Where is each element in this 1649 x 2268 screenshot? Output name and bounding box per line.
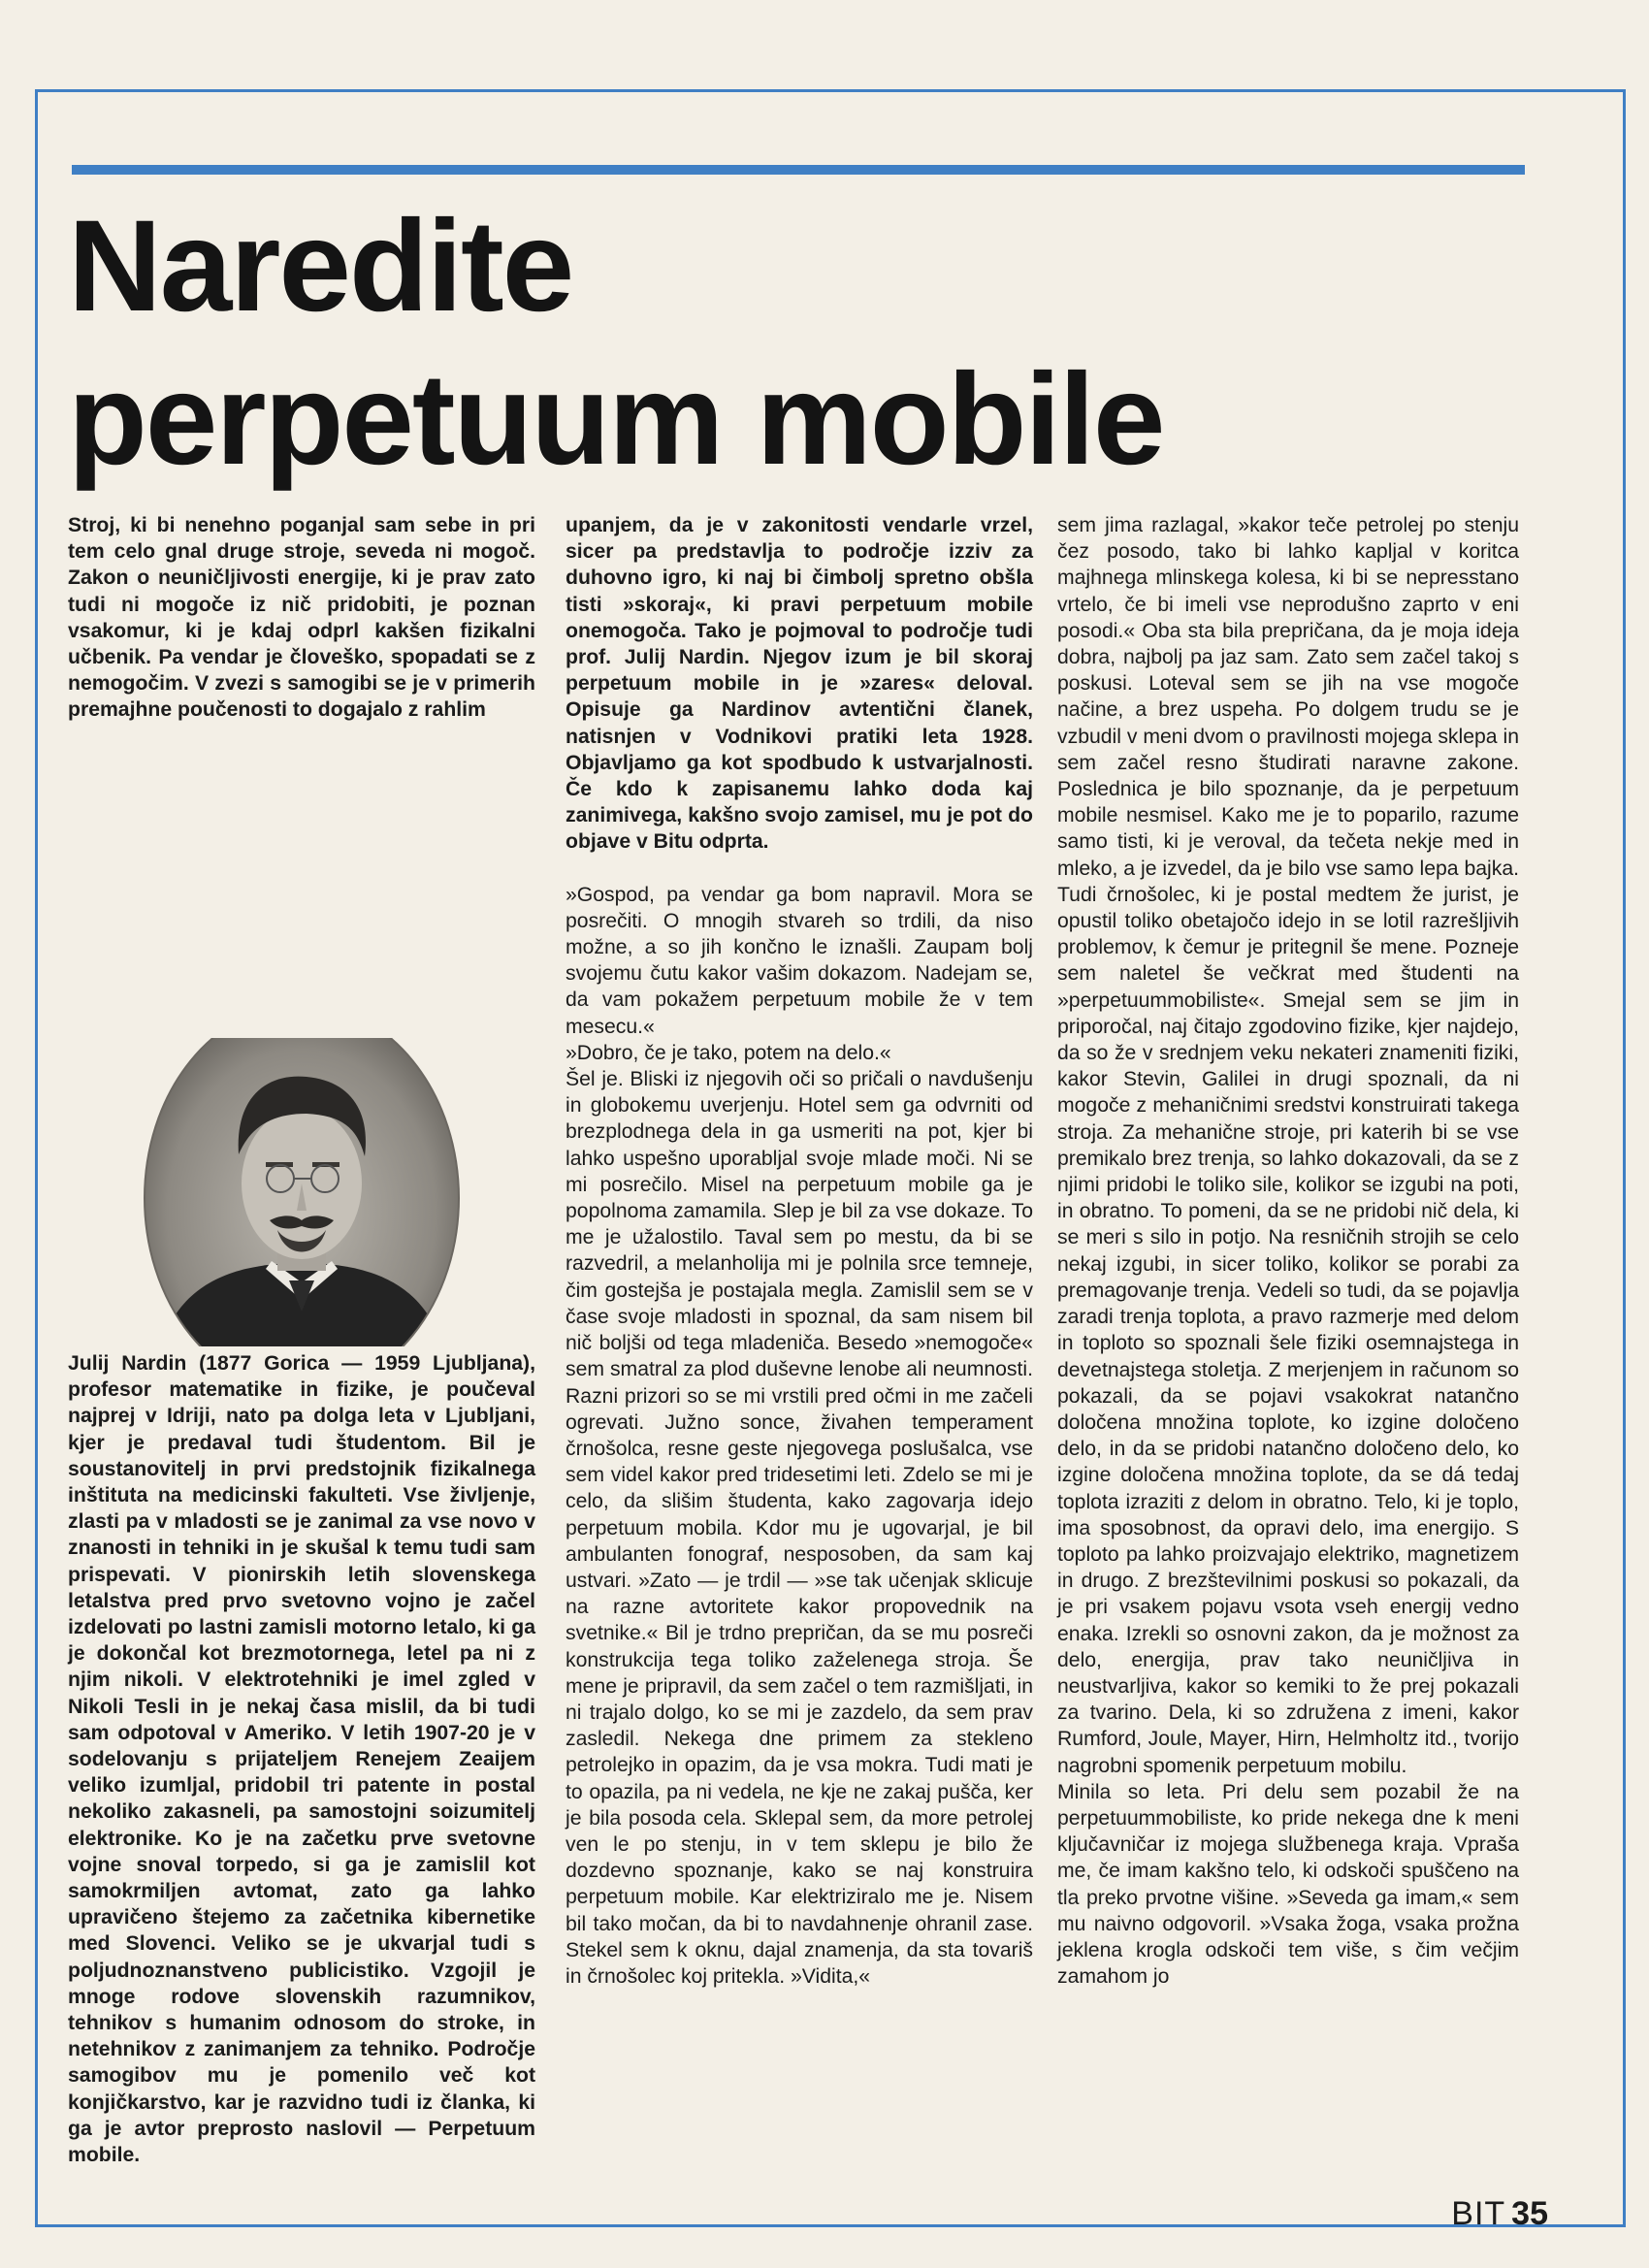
title-line-2: perpetuum mobile	[68, 347, 1164, 492]
body-paragraph-3: Šel je. Bliski iz njegovih oči so pričali o navdušenju in globokemu uverjenju. Hotel sem ga odvrniti od brezplodnega dela in ga usmeriti na pot, kjer bi lahko uspešno uporabljal svoje mlade moči. Ni se mi posrečilo. Misel na perpetuum mobile ga je popolnoma zamamila. Slep je bil za vse dokaze. To me je užalostilo. Taval sem po mestu, da bi se razvedril, a melanholija mi je polnila srce temneje, čim gostejša je postajala megla. Zamislil sem se v čase svoje mladosti in spoznal, da sam nisem bil nič boljši od tega mladeniča. Besedo »nemogoče« sem smatral za plod duševne lenobe ali neumnosti. Razni prizori so se mi vrstili pred očmi in me začeli ogrevati. Južno sonce, živahen temperament črnošolca, resne geste njegovega poslušalca, vse sem videl kakor pred tridesetimi leti. Zdelo se mi je celo, da slišim študenta, kako zagovarja idejo perpetuum mobila. Kdor mu je ugovarjal, je bil ambulanten fonograf, nesposoben, da sam kaj ustvari. »Zato — je trdil — »se tak učenjak sklicuje na razne avtoritete kakor propovednik na svetnike.« Bil je trdno prepričan, da se mu posreči konstrukcija tega toliko zaželenega stroja. Še mene je pripravil, da sem začel o tem razmišljati, in ni trajalo dolgo, ko se mi je zazdelo, da sem prav zasledil. Nekega dne primem za stekleno petrolejko in opazim, da je vsa mokra. Tudi mati je to opazila, pa ni vedela, ne kje ne zakaj pušča, ker je bila posoda cela. Sklepal sem, da more petrolej ven le po stenju, in v tem sklepu je bilo že dozdevno spoznanje, kako se naj konstruira perpetuum mobile. Kar elektriziralo me je. Nisem bil tako močan, da bi to navdahnenje ohranil zase. Stekel sem k oknu, dajal znamenja, da sta tovariš in črnošolec koj pritekla. »Vidita,«	[566, 1068, 1033, 1988]
body-paragraph-2: »Dobro, če je tako, potem na delo.«	[566, 1041, 891, 1064]
middle-column	[566, 512, 1033, 1990]
portrait-caption: Julij Nardin (1877 Gorica — 1959 Ljubljana), profesor matematike in fizike, je poučeval najprej v Idriji, nato pa dolga leta v Ljubljani, kjer je predaval tudi študentom. Bil je soustanovitelj in prvi predstojnik fizikalnega inštituta na medicinski fakulteti. Vse življenje, zlasti pa v mladosti se je zanimal za vse novo v znanosti in tehniki in je skušal k temu tudi sam prispevati. V pionirskih letih slovenskega letalstva pred prvo svetovno vojno je začel izdelovati po lastni zamisli motorno letalo, ki ga je dokončal kot brezmotornega, letel pa ni z njim nikoli. V elektrotehniki je imel zgled v Nikoli Tesli in je nekaj časa mislil, da bi tudi sam odpotoval v Ameriko. V letih 1907-20 je v sodelovanju s prijateljem Renejem Zeaijem veliko izumljal, pridobil tri patente in postal nekoliko zakasneli, pa samostojni soizumitelj elektronike. Ko je na začetku prve svetovne vojne snoval torpedo, si ga je zamislil kot samokrmiljen avtomat, zato ga lahko upravičeno štejemo za začetnika kibernetike med Slovenci. Veliko se je ukvarjal tudi s poljudnoznanstveno publicistiko. Vzgojil je mnoge rodove slovenskih razumnikov, tehnikov s humanim odnosom do stroke, in netehnikov z zanimanjem za tehniko. Področje samogibov mu je pomenilo več kot konjičkarstvo, kar je razvidno tudi iz članka, ki ga je avtor preprosto naslovil — Perpetuum mobile.	[68, 1352, 535, 2167]
portrait-photo	[68, 1038, 535, 1346]
intro-column	[68, 512, 535, 724]
title-line-1: Naredite	[68, 194, 573, 339]
magazine-name: BIT	[1451, 2195, 1506, 2232]
page-folio	[1451, 2194, 1548, 2233]
right-column	[1057, 512, 1519, 1990]
portrait-image	[142, 1038, 462, 1346]
article-title	[68, 190, 1542, 497]
page-number: 35	[1511, 2195, 1548, 2232]
body-paragraph-4: sem jima razlagal, »kakor teče petrolej po stenju čez posodo, tako bi lahko kapljal v koritca majhnega mlinskega kolesa, ki bi se nepresstano vrtelo, če bi imeli vse neprodušno zaprto v eni posodi.« Oba sta bila prepričana, da je moja ideja dobra, najbolj pa jaz sam. Zato sem začel takoj s poskusi. Loteval sem se jih na vse mogoče načine, a brez uspeha. Po dolgem trudu se je vzbudil v meni dvom o pravilnosti mojega sklepa in sem začel resno študirati naravne zakone. Poslednica je bilo spoznanje, da je perpetuum mobile nesmisel. Kako me je to poparilo, razume samo tisti, ki je veroval, da tečeta nekje med in mleko, a je izvedel, da je bilo vse samo lepa bajka. Tudi črnošolec, ki je postal medtem že jurist, je opustil toliko obetajočo idejo in se lotil razrešljivih problemov, k čemur je pritegnil še mene. Pozneje sem naletel še večkrat med študenti na »perpetuummobiliste«. Smejal sem se jim in priporočal, naj čitajo zgodovino fizike, kjer najdejo, da so že v srednjem veku nekateri znameniti fiziki, kakor Stevin, Galilei in drugi spoznali, da ni mogoče z mehaničnimi sredstvi konstruirati takega stroja. Za mehanične stroje, pri katerih bi se vse premikalo brez trenja, so lahko dokazovali, da se z njimi pridobi le toliko sile, kolikor se izgubi na poti, in obratno. To pomeni, da se ne pridobi nič dela, ki se meri s silo in potjo. Na resničnih strojih se celo nekaj izgubi, in sicer toliko, kolikor se porabi za premagovanje trenja. Vedeli so tudi, da se pojavlja zaradi trenja toplota, a pravo razmerje med delom in toploto so spoznali šele fiziki osemnajstega in devetnajstega stoletja. Z merjenjem in računom so pokazali, da se pojavi vsakokrat natančno določena množina toplote, ko izgine določeno delo, in da se pridobi natančno določeno delo, ko izgine določena množina toplote, da se dá tedaj toplota izraziti z delom in obratno. Telo, ki je toplo, ima sposobnost, da opravi delo, ima energijo. S toploto pa lahko proizvajajo elektriko, magnetizem in drugo. Z brezštevilnimi poskusi so pokazali, da je pri vsakem pojavu vsota vseh energij vedno enaka. Izrekli so osnovni zakon, da je možnost za delo, energija, prav tako neuničljiva in neustvarljiva, kakor so kemiki to že prej pokazali za tvarino. Dela, ki so združena z imeni, kakor Rumford, Joule, Mayer, Hirn, Helmholtz itd., tvorijo nagrobni spomenik perpetuum mobilu.	[1057, 514, 1519, 1777]
paragraph-gap	[566, 856, 1033, 882]
body-paragraph-1: »Gospod, pa vendar ga bom napravil. Mora se posrečiti. O mnogih stvareh so trdili, da niso možne, a so jih končno le iznašli. Zaupam bolj svojemu čutu kakor vašim dokazom. Nadejam se, da vam pokažem perpetuum mobile že v tem mesecu.«	[566, 883, 1033, 1038]
body-paragraph-5: Minila so leta. Pri delu sem pozabil že na perpetuummobiliste, ko pride nekega dne k meni ključavničar iz mojega službenega kraja. Vpraša me, če imam kakšno telo, ki odskoči spuščeno na tla preko prvotne višine. »Seveda ga imam,« sem mu naivno odgovoril. »Vsaka žoga, vsaka prožna jeklena krogla odskoči tem više, s čim večjim zamahom jo	[1057, 1780, 1519, 1989]
intro-paragraph: Stroj, ki bi nenehno poganjal sam sebe in pri tem celo gnal druge stroje, seveda ni mogoč. Zakon o neuničljivosti energije, ki je prav zato tudi ni mogoče iz nič pridobiti, je poznan vsakomur, ki je kdaj odprl kakšen fizikalni učbenik. Pa vendar je človeško, spopadati se z nemogočim. V zvezi s samogibi se je v primerih premajhne poučenosti to dogajalo z rahlim	[68, 514, 535, 722]
header-rule	[72, 165, 1525, 175]
intro-continuation: upanjem, da je v zakonitosti vendarle vrzel, sicer pa predstavlja to področje izziv za duhovno igro, ki naj bi čimbolj spretno obšla tisti »skoraj«, ki pravi perpetuum mobile onemogoča. Tako je pojmoval to področje tudi prof. Julij Nardin. Njegov izum je bil skoraj perpetuum mobile in je »zares« deloval. Opisuje ga Nardinov avtentični članek, natisnjen v Vodnikovi pratiki leta 1928. Objavljamo ga kot spodbudo k ustvarjalnosti. Če kdo k zapisanemu lahko doda kaj zanimivega, kakšno svojo zamisel, mu je pot do objave v Bitu odprta.	[566, 514, 1033, 854]
